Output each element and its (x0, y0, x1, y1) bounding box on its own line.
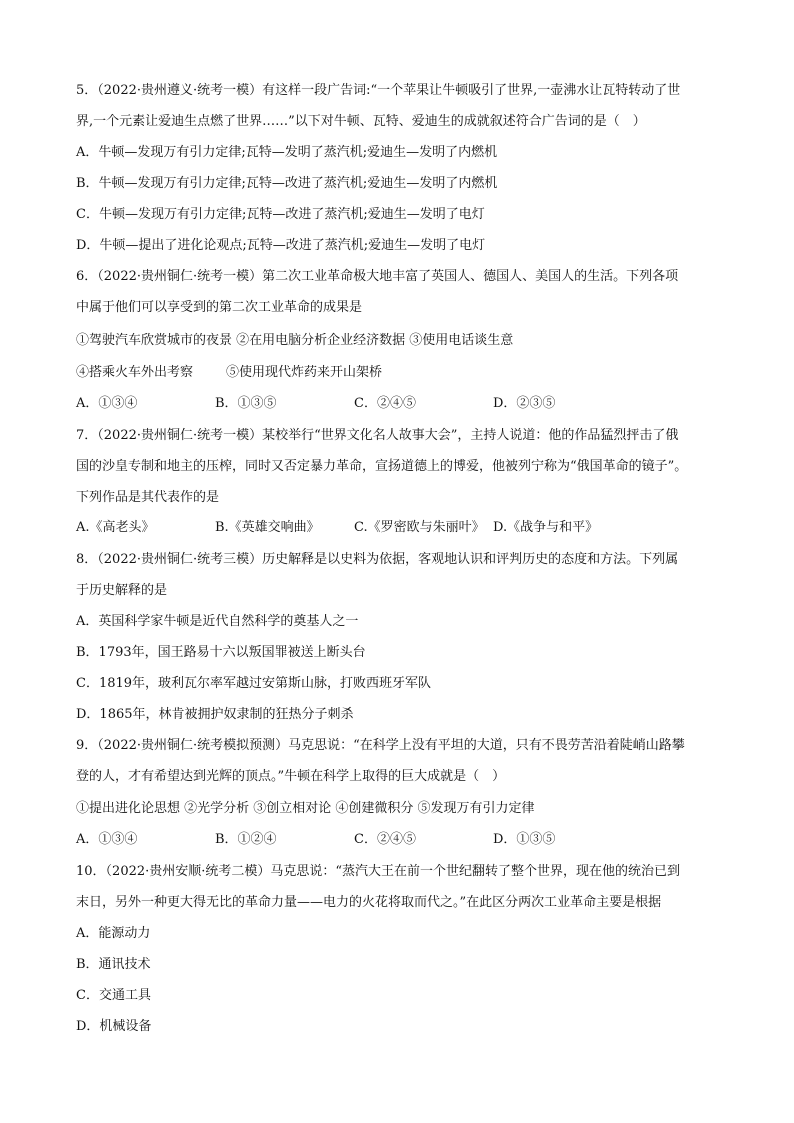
q8-option-a: A．英国科学家牛顿是近代自然科学的奠基人之一 (76, 614, 359, 629)
q10-stem-line-1: 10．（2022·贵州安顺·统考二模）马克思说：“蒸汽大王在前一个世纪翻转了整个世界，现在他的统治已到 (76, 864, 681, 879)
q10-option-a: A．能源动力 (76, 926, 151, 941)
q6-items-line-1: ①驾驶汽车欣赏城市的夜景 ②在用电脑分析企业经济数据 ③使用电话谈生意 (76, 333, 514, 348)
q5-option-c: C．牛顿—发现万有引力定律;瓦特—改进了蒸汽机;爱迪生—发明了电灯 (76, 207, 485, 222)
q9-stem-line-1: 9．（2022·贵州铜仁·统考模拟预测）马克思说：“在科学上没有平坦的大道，只有不畏劳苦沿着陡峭山路攀 (76, 738, 685, 753)
q9-items-line: ①提出进化论思想 ②光学分析 ③创立相对论 ④创建微积分 ⑤发现万有引力定律 (76, 801, 535, 816)
q5-option-b: B．牛顿—发现万有引力定律;瓦特—改进了蒸汽机;爱迪生—发明了内燃机 (76, 176, 498, 191)
q9-option-b: B．①②④ (215, 832, 277, 847)
q7-option-d: D.《战争与和平》 (493, 520, 599, 535)
q8-option-d: D．1865年，林肯被拥护奴隶制的狂热分子刺杀 (76, 707, 354, 722)
q6-stem-line-1: 6．（2022·贵州铜仁·统考一模）第二次工业革命极大地丰富了英国人、德国人、美国人的生活。下列各项 (76, 269, 679, 284)
q8-stem-line-2: 于历史解释的是 (76, 583, 168, 598)
q5-option-d: D．牛顿—提出了进化论观点;瓦特—改进了蒸汽机;爱迪生—发明了电灯 (76, 238, 486, 253)
q8-stem-line-1: 8．（2022·贵州铜仁·统考三模）历史解释是以史料为依据，客观地认识和评判历史的态度和方法。下列属 (76, 552, 679, 567)
q6-option-a: A．①③④ (76, 396, 138, 411)
q8-option-b: B．1793年，国王路易十六以叛国罪被送上断头台 (76, 645, 366, 660)
q10-option-d: D．机械设备 (76, 1019, 152, 1034)
q7-option-a: A.《高老头》 (76, 520, 155, 535)
q5-stem-line-1: 5．（2022·贵州遵义·统考一模）有这样一段广告词:“一个苹果让牛顿吸引了世界,一壶沸水让瓦特转动了世 (76, 83, 681, 98)
q7-stem-line-1: 7．（2022·贵州铜仁·统考一模）某校举行“世界文化名人故事大会”，主持人说道：他的作品猛烈抨击了俄 (76, 428, 679, 443)
q6-option-d: D．②③⑤ (493, 396, 556, 411)
q6-stem-line-2: 中属于他们可以享受到的第二次工业革命的成果是 (76, 300, 363, 315)
q6-option-b: B．①③⑤ (215, 396, 277, 411)
q9-option-c: C．②④⑤ (354, 832, 416, 847)
q5-option-a: A．牛顿—发现万有引力定律;瓦特—发明了蒸汽机;爱迪生—发明了内燃机 (76, 145, 498, 160)
q9-stem-line-2: 登的人，才有希望达到光辉的顶点。”牛顿在科学上取得的巨大成就是（ ） (76, 769, 506, 784)
q7-stem-line-2: 国的沙皇专制和地主的压榨，同时又否定暴力革命，宣扬道德上的博爱，他被列宁称为“俄国革命的镜子”。 (76, 459, 688, 474)
q6-items-line-2: ④搭乘火车外出考察 ⑤使用现代炸药来开山架桥 (76, 365, 383, 380)
q7-option-c: C.《罗密欧与朱丽叶》 (354, 520, 485, 535)
q10-option-b: B．通讯技术 (76, 957, 151, 972)
q8-option-c: C．1819年，玻利瓦尔率军越过安第斯山脉，打败西班牙军队 (76, 676, 432, 691)
q9-option-d: D．①③⑤ (493, 832, 556, 847)
q6-option-c: C．②④⑤ (354, 396, 416, 411)
q5-stem-line-2: 界,一个元素让爱迪生点燃了世界……”以下对牛顿、瓦特、爱迪生的成就叙述符合广告词的是（ ） (76, 114, 646, 129)
q10-stem-line-2: 末日，另外一种更大得无比的革命力量——电力的火花将取而代之。”在此区分两次工业革命主要是根据 (76, 895, 662, 910)
q9-option-a: A．①③④ (76, 832, 138, 847)
q7-stem-line-3: 下列作品是其代表作的是 (76, 490, 220, 505)
q10-option-c: C．交通工具 (76, 988, 151, 1003)
q7-option-b: B.《英雄交响曲》 (215, 520, 320, 535)
